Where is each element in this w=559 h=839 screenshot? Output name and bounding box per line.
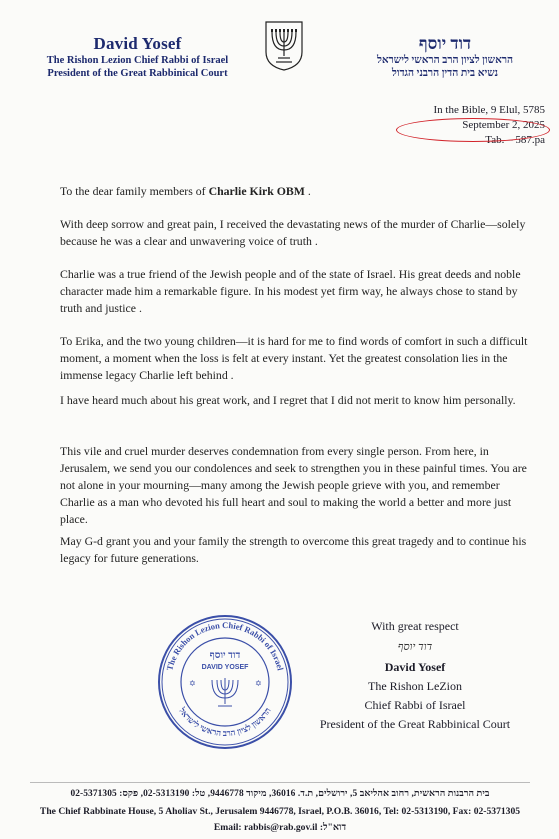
stamp-name-english: DAVID YOSEF — [201, 664, 249, 671]
menorah-emblem-icon — [262, 18, 306, 72]
salutation: To the dear family members of Charlie Kirk OBM . — [60, 184, 311, 198]
hebrew-date: In the Bible, 9 Elul, 5785 — [433, 104, 545, 116]
stamp-menorah-icon — [212, 678, 238, 706]
stamp-name-hebrew: דוד יוסף — [209, 650, 241, 661]
letter-paragraph: To Erika, and the two young children—it is hard for me to find words of comfort in such a difficult moment, a moment when the loss is felt at every instant. Yet the greatest consolation lies in the immense legacy Charlie left behind . — [60, 334, 528, 382]
letterhead-title-hebrew-2: נשיא בית הדין הרבני הגדול — [391, 68, 499, 79]
letter-paragraph: May G-d grant you and your family the strength to overcome this great tragedy and to continue his legacy for future generations. — [60, 534, 527, 565]
stamp-ring-english: The Rishon Lezion Chief Rabbi of Israel — [164, 619, 286, 672]
letterhead-name: David Yosef — [93, 34, 182, 53]
signer-name: David Yosef — [384, 660, 446, 674]
letterhead-name-hebrew: דוד יוסף — [418, 34, 472, 53]
footer-email: Email: rabbis@rab.gov.il :דוא"ל — [213, 822, 347, 833]
signer-title-2: Chief Rabbi of Israel — [364, 698, 466, 712]
letterhead-hebrew — [345, 34, 545, 80]
footer-address-hebrew: בית הרבנות הראשית, רחוב אהליאב 5, ירושלים, ת.ד. 36016, מיקוד 9446778, טל: 02-5313190, פקס: 02-5371305 — [70, 789, 490, 799]
letterhead-title-2: President of the Great Rabbinical Court — [47, 68, 228, 79]
letter-paragraph: Charlie was a true friend of the Jewish people and of the state of Israel. His great deeds and noble character made him a remarkable figure. In his modest yet firm way, he always chose to stand by truth and justice . — [60, 267, 521, 315]
signer-title-1: The Rishon LeZion — [368, 679, 462, 693]
footer-divider — [30, 782, 530, 783]
letterhead-title-1: The Rishon Lezion Chief Rabbi of Israel — [46, 55, 229, 66]
gregorian-date: September 2, 2025 — [462, 119, 545, 131]
footer-address-english: The Chief Rabbinate House, 5 Aholiav St., Jerusalem 9446778, Israel, P.O.B. 36016, Tel: 02-5313190, Fax: 02-5371305 — [39, 806, 521, 817]
letter-paragraph: With deep sorrow and great pain, I received the devastating news of the murder of Charlie—solely because he was a clear and unwavering voice of truth . — [60, 217, 526, 248]
letter-paragraph: This vile and cruel murder deserves condemnation from every single person. From here, in Jerusalem, we send you our condolences and seek to strengthen you in these painful times. You are not alone in your mourning—many among the Jewish people grieve with you, and remember Charlie as a man who devoted his full heart and soul to making the world a better and more just place. — [60, 444, 527, 526]
letterhead-english — [30, 34, 245, 80]
reference-number: Tab. – 587.pa — [485, 134, 545, 146]
letter-paragraph: I have heard much about his great work, and I regret that I did not merit to know him personally. — [60, 393, 516, 407]
svg-text:✡: ✡ — [255, 679, 262, 688]
letterhead-title-hebrew-1: הראשון לציון הרב הראשי לישראל — [376, 55, 514, 66]
stamp-ring-hebrew: הראשון לציון הרב הראשי לישראל — [177, 705, 273, 739]
official-stamp — [155, 612, 295, 752]
closing: With great respect — [371, 619, 459, 633]
signer-title-3: President of the Great Rabbinical Court — [319, 717, 511, 731]
signature-block — [295, 617, 535, 734]
handwritten-signature: דוד יוסף — [397, 641, 433, 653]
recipient-name: Charlie Kirk OBM — [208, 184, 305, 198]
date-highlight-circle — [396, 118, 550, 142]
svg-text:✡: ✡ — [189, 679, 196, 688]
